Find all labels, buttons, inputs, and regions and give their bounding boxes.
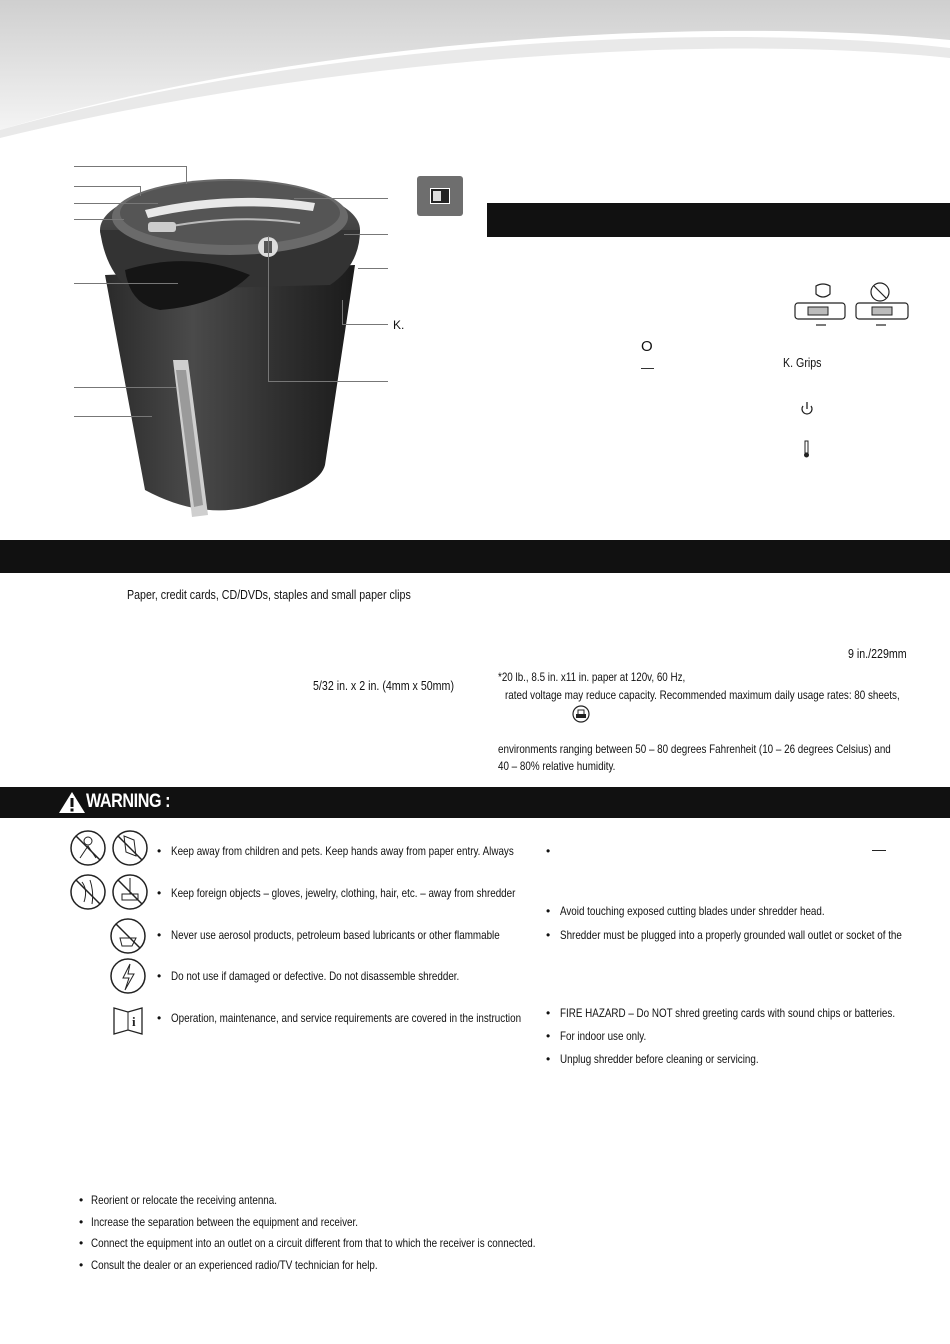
leader-line: [186, 166, 187, 184]
leader-line: [358, 268, 388, 269]
warning-item: Keep away from children and pets. Keep hands away from paper entry. Always: [171, 844, 514, 858]
bullet-dot: •: [79, 1193, 84, 1207]
grips-label: K. Grips: [783, 355, 822, 370]
leader-line: [74, 416, 152, 417]
bullet-dot: •: [157, 928, 162, 942]
leader-line: [74, 387, 176, 388]
leader-line: [74, 203, 158, 204]
capacity-line: *20 lb., 8.5 in. x11 in. paper at 120v, 60 Hz,: [498, 670, 686, 684]
callout-k: K.: [393, 318, 405, 332]
bullet-dot: •: [546, 1052, 551, 1066]
leader-line: [294, 198, 388, 199]
shredder-illustration: [70, 155, 400, 525]
environment-line: environments ranging between 50 – 80 degrees Fahrenheit (10 – 26 degrees Celsius) and: [498, 742, 891, 756]
leader-line: [344, 234, 388, 235]
power-on-symbol: —: [641, 360, 654, 375]
warning-item: Keep foreign objects – gloves, jewelry, clothing, hair, etc. – away from shredder: [171, 886, 516, 900]
bullet-dot: •: [79, 1215, 84, 1229]
bullet-dot: •: [546, 844, 551, 858]
bullet-dot: •: [157, 1011, 162, 1025]
fcc-item: Consult the dealer or an experienced radio/TV technician for help.: [91, 1258, 378, 1272]
power-off-symbol: O: [641, 338, 653, 355]
warning-item: Avoid touching exposed cutting blades under shredder head.: [560, 904, 825, 918]
child-hand-warning-icon: [70, 830, 150, 912]
leader-line: [74, 166, 186, 167]
leader-line: [268, 381, 388, 382]
safety-lock-icon: [790, 280, 920, 330]
warning-item: Unplug shredder before cleaning or servicing.: [560, 1052, 759, 1066]
warning-triangle-icon: [58, 790, 86, 814]
warning-item: Never use aerosol products, petroleum based lubricants or other flammable: [171, 928, 500, 942]
bullet-dot: •: [546, 1029, 551, 1043]
dash-mark: —: [872, 841, 886, 857]
safety-icons: [110, 918, 150, 1038]
warning-title: WARNING :: [86, 791, 171, 812]
environment-line: 40 – 80% relative humidity.: [498, 759, 616, 773]
duty-cycle-icon: [571, 704, 591, 724]
rocker-switch-icon: [417, 176, 463, 216]
entry-width: 9 in./229mm: [848, 646, 907, 661]
leader-line: [74, 283, 178, 284]
svg-text:i: i: [132, 1014, 136, 1029]
header-band: [0, 0, 950, 140]
power-indicator-icon: [799, 400, 815, 460]
fcc-item: Reorient or relocate the receiving antenna.: [91, 1193, 277, 1207]
leader-line: [140, 186, 141, 196]
leader-line: [74, 219, 124, 220]
bullet-dot: •: [546, 928, 551, 942]
fcc-item: Connect the equipment into an outlet on a circuit different from that to which the receiver is connected.: [91, 1236, 536, 1250]
capacity-line: rated voltage may reduce capacity. Recommended maximum daily usage rates: 80 sheets,: [505, 688, 900, 702]
leader-line: [342, 324, 388, 325]
warning-item: Do not use if damaged or defective. Do not disassemble shredder.: [171, 969, 460, 983]
bullet-dot: •: [157, 844, 162, 858]
cut-size: 5/32 in. x 2 in. (4mm x 50mm): [313, 678, 455, 693]
warning-item: FIRE HAZARD – Do NOT shred greeting cards with sound chips or batteries.: [560, 1006, 896, 1020]
bullet-dot: •: [157, 886, 162, 900]
bullet-dot: •: [546, 1006, 551, 1020]
bullet-dot: •: [79, 1258, 84, 1272]
section-header-bar: [0, 540, 950, 573]
leader-line: [268, 236, 269, 381]
bullet-dot: •: [157, 969, 162, 983]
bullet-dot: •: [79, 1236, 84, 1250]
leader-line: [342, 300, 343, 324]
accepts-text: Paper, credit cards, CD/DVDs, staples and small paper clips: [127, 587, 411, 602]
bullet-dot: •: [546, 904, 551, 918]
section-header-bar: [487, 203, 950, 237]
leader-line: [74, 186, 140, 187]
warning-item: Operation, maintenance, and service requirements are covered in the instruction: [171, 1011, 522, 1025]
fcc-item: Increase the separation between the equipment and receiver.: [91, 1215, 358, 1229]
warning-item: Shredder must be plugged into a properly grounded wall outlet or socket of the: [560, 928, 902, 942]
warning-item: For indoor use only.: [560, 1029, 647, 1043]
